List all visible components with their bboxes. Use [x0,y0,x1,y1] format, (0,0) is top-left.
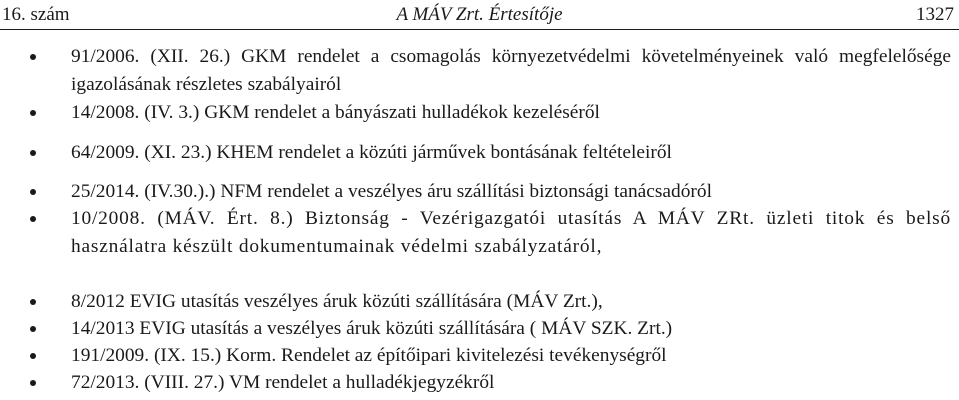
list-item [0,315,959,343]
bullet-icon [30,189,36,195]
bullet-icon [30,299,36,305]
bullet-icon [30,380,36,386]
bullet-icon [30,110,36,116]
page-header [0,0,959,30]
list-item-text: 191/2009. (IX. 15.) Korm. Rendelet az építőipari kivitelezési tevékenységről [71,345,667,366]
list-item [0,139,959,167]
bullet-icon [30,353,36,359]
list-item-text: 14/2008. (IV. 3.) GKM rendelet a bányászati hulladékok kezeléséről [71,102,600,123]
list-item [0,99,959,127]
header-divider [0,29,959,30]
bullet-icon [30,150,36,156]
list-item [0,43,959,98]
list-item-text: 64/2009. (XI. 23.) KHEM rendelet a közúti járművek bontásának feltételeiről [71,142,672,163]
journal-title: A MÁV Zrt. Értesítője [396,4,563,25]
list-item [0,178,959,206]
list-item-text: 14/2013 EVIG utasítás a veszélyes áruk közúti szállítására ( MÁV SZK. Zrt.) [71,318,673,339]
page-number: 1327 [916,4,954,25]
list-item [0,369,959,397]
list-item [0,288,959,316]
list-item-text: 72/2013. (VIII. 27.) VM rendelet a hulladékjegyzékről [71,372,495,393]
bullet-icon [30,216,36,222]
bullet-icon [30,54,36,60]
list-item-text: 91/2006. (XII. 26.) GKM rendelet a csomagolás környezetvédelmi követelményeinek való megfelelősége igazolásának részletes szabályairól [71,46,951,95]
list-item-text: 25/2014. (IV.30.).) NFM rendelet a veszélyes áru szállítási biztonsági tanácsadóról [71,181,712,202]
list-item-text: 10/2008. (MÁV. Ért. 8.) Biztonság - Vezérigazgatói utasítás A MÁV ZRt. üzleti titok és belső használatra készült dokumentumainak védelmi szabályzatáról, [71,208,951,257]
list-item-text: 8/2012 EVIG utasítás veszélyes áruk közúti szállítására (MÁV Zrt.), [71,291,603,312]
issue-number: 16. szám [2,4,70,25]
list-item [0,205,959,260]
bullet-icon [30,326,36,332]
list-item [0,342,959,370]
